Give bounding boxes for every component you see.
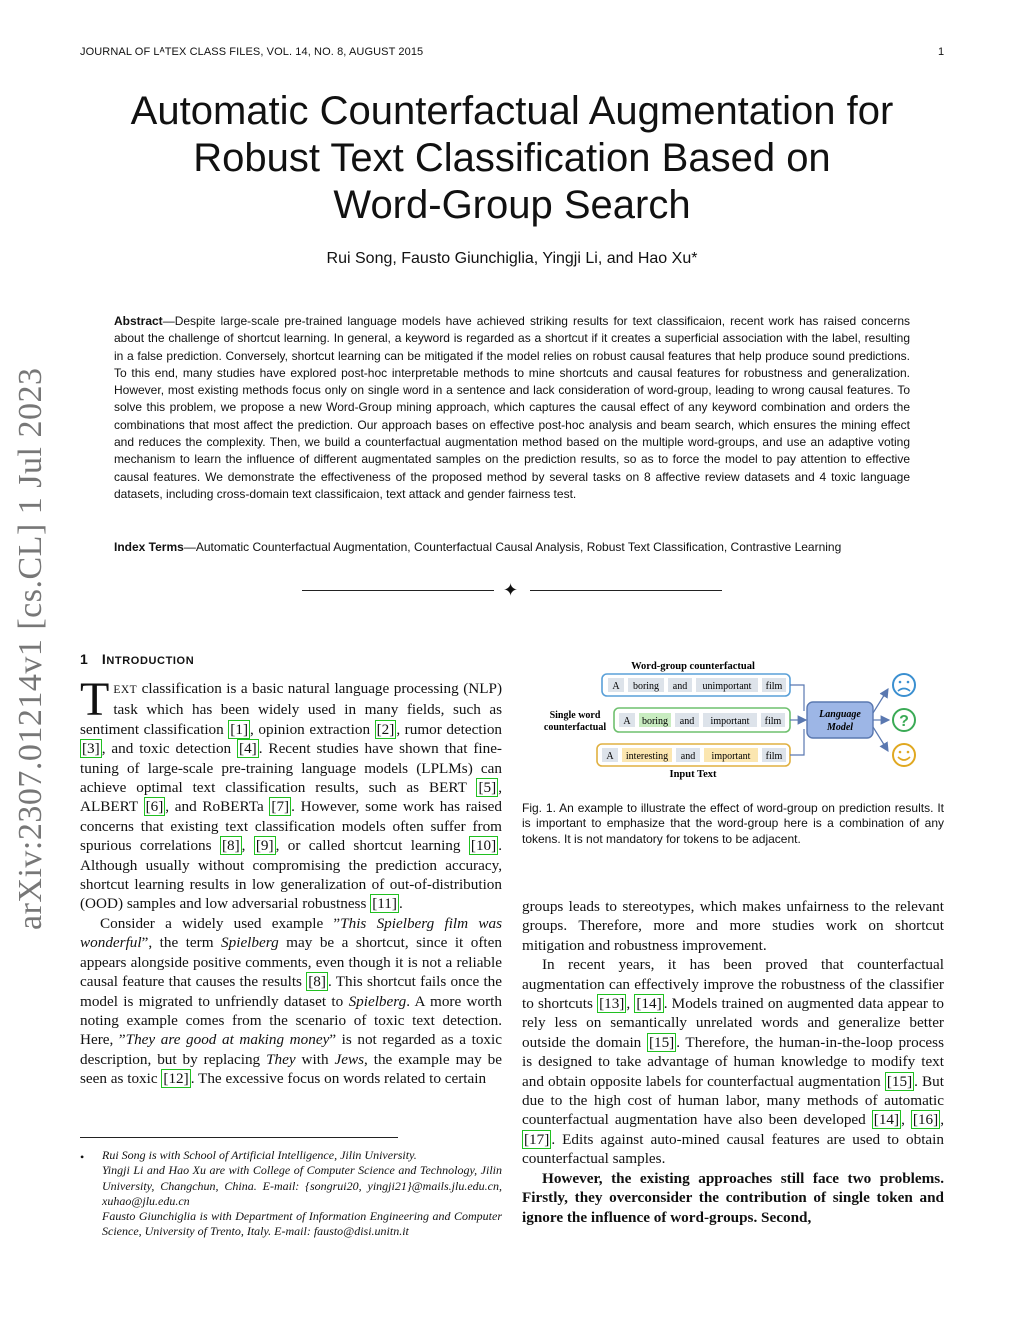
paragraph xyxy=(522,955,944,1168)
token: and xyxy=(680,751,696,762)
token: film xyxy=(765,681,783,692)
text-run: . But due to the high cost of human labor, many methods of automatic counterfactual augmentation have also been developed xyxy=(522,1072,944,1129)
index-terms xyxy=(114,539,910,556)
question-mark-icon xyxy=(893,709,915,731)
citation-link[interactable]: [7] xyxy=(271,798,290,816)
citation-link[interactable]: [16] xyxy=(912,1111,939,1129)
row-single-word xyxy=(614,708,790,732)
paragraph: groups leads to stereotypes, which makes unfairness to the relevant groups. Therefore, more and more studies work on shortcut mitigation and robustness improvement. xyxy=(522,898,944,954)
italic-run: Spielberg xyxy=(348,992,407,1010)
drop-cap: T xyxy=(80,673,110,726)
citation-link[interactable]: [14] xyxy=(636,995,662,1013)
citation-link[interactable]: [1] xyxy=(230,720,249,738)
token: boring xyxy=(641,716,669,727)
caption-label: Fig. 1. xyxy=(522,801,556,815)
token: and xyxy=(679,716,695,727)
bold-run: However, the existing approaches still face two problems. Firstly, they overconsider the contribution of single token and ignore the influence of word-groups. Second, xyxy=(522,1169,944,1226)
citation-link[interactable]: [8] xyxy=(308,973,326,991)
text-run: may be a shortcut, since it often appears alongside positive comments, even though it is not a reliable causal feature that causes the results xyxy=(80,934,502,991)
citation-link[interactable]: [6] xyxy=(145,798,164,816)
abstract xyxy=(114,313,910,503)
text-run: , xyxy=(626,995,635,1013)
abstract-label: Abstract xyxy=(114,314,163,328)
small-caps-text: EXT xyxy=(113,684,138,696)
svg-text:?: ? xyxy=(899,713,909,730)
page-number: 1 xyxy=(938,46,945,58)
connector xyxy=(790,685,804,711)
text-run: , and toxic detection xyxy=(101,740,238,758)
token: boring xyxy=(632,681,660,692)
connector xyxy=(790,729,804,755)
text-run: , opinion extraction xyxy=(250,720,375,738)
text-run: with xyxy=(295,1050,335,1068)
citation-link[interactable]: [12] xyxy=(163,1070,189,1088)
text-run: . xyxy=(398,895,403,913)
token: A xyxy=(606,751,614,762)
text-run: , xyxy=(940,1111,945,1129)
caption-text: An example to illustrate the effect of word-group on prediction results. It is important to emphasize that the word-group here is a combination of any tokens. It is not mandatory for tokens to be adjacent. xyxy=(522,801,944,846)
section-title-initial: I xyxy=(101,651,107,667)
footnote-text xyxy=(102,1148,502,1240)
footnote-line: Rui Song is with School of Artificial Intelligence, Jilin University. xyxy=(102,1148,417,1162)
text-run: In recent years, it has been proved that counterfactual augmentation can effectively improve the robustness of the classifier to shortcuts xyxy=(522,956,944,1013)
word-group-label: Word-group counterfactual xyxy=(631,661,755,672)
index-terms-label: Index Terms xyxy=(114,540,184,554)
text-run: , rumor detection xyxy=(396,720,503,738)
citation-link[interactable]: [4] xyxy=(239,740,257,758)
text-run: , and RoBERTa xyxy=(165,798,270,816)
single-word-label: Single word xyxy=(549,710,601,721)
citation-link[interactable]: [3] xyxy=(82,740,100,758)
text-run: . Therefore, the human-in-the-loop process is designed to take advantage of human knowledge to modify text and obtain opposite labels for counterfactual augmentation xyxy=(522,1033,944,1090)
citation-link[interactable]: [15] xyxy=(648,1033,675,1051)
token: and xyxy=(672,681,688,692)
text-run: classification is a basic natural language processing (NLP) task which has been widely used in many fields, such as sentiment classification xyxy=(80,680,502,738)
separator-diamond-icon: ✦ xyxy=(503,580,519,600)
text-run: . Models trained on augmented data appear to rely less on semantically unrelated words and generalize better outside the domain xyxy=(522,995,945,1051)
index-terms-text: —Automatic Counterfactual Augmentation, Counterfactual Causal Analysis, Robust Text Classification, Contrastive Learning xyxy=(183,540,842,554)
token: film xyxy=(765,751,783,762)
citation-link[interactable]: [9] xyxy=(255,837,274,855)
paragraph xyxy=(522,1169,944,1227)
figure-1 xyxy=(522,655,944,785)
italic-run: They xyxy=(266,1050,296,1068)
text-run: . However, some work has raised concerns that existing text classification models often suffer from spurious correlations xyxy=(80,798,503,855)
text-run: , ALBERT xyxy=(80,779,502,816)
citation-link[interactable]: [2] xyxy=(376,720,395,738)
abstract-text: —Despite large-scale pre-trained language models have achieved striking results for text classificaion, recent work has raised concerns about the challenge of shortcut learning. In general, a keyword is regarded as a shortcut if it creates a superficial association with the label, resulting in a false prediction. Conversely, shortcut learning can be mitigated if the model relies on robust causal features that help produce sound predictions. To this end, many studies have explored post-hoc interpretable methods to mine shortcuts and causal features for robustness and generalization. However, most existing methods focus only on single word in a sentence and lack consideration of word-group, leading to wrong causal features. To solve this problem, we propose a new Word-Group mining approach, which captures the causal effect of any keyword combination and orders the combinations that most affect the prediction. Our approach bases on effective post-hoc analysis and beam search, which ensures the mining effect and reduces the complexity. Then, we build a counterfactual augmentation method based on the multiple word-groups, and use an adaptive voting mechanism to learn the influence of different augmentated samples on the prediction results, so as to force the model to pay attention to effective causal features. We demonstrate the effectiveness of the proposed method by several tasks on 8 affective review datasets and 4 toxic language datasets, including cross-domain text classificaion, text attack and gender fairness test. xyxy=(114,314,910,501)
token: unimportant xyxy=(702,681,752,692)
italic-run: Spielberg xyxy=(221,934,279,952)
figure-diagram xyxy=(522,655,944,785)
text-run: . Although usually without compromising the prediction accuracy, shortcut learning results in low generalization of out-of-distribution (OOD) samples and low adversarial robustness xyxy=(80,837,502,913)
left-column xyxy=(80,673,503,1089)
footnote-rule xyxy=(80,1137,398,1138)
sad-face-icon xyxy=(893,674,915,696)
citation-link[interactable]: [15] xyxy=(886,1072,913,1090)
footnote-line: Yingji Li and Hao Xu are with College of Computer Science and Technology, Jilin University, Changchun, China. E-mail: {songrui20, yingji21}@mails.jlu.edu.cn, xuhao@jlu.edu.cn xyxy=(102,1163,502,1208)
model-label: Language xyxy=(819,709,861,720)
title-line: Word-Group Search xyxy=(333,183,691,227)
text-run: . Recent studies have shown that fine-tuning of large-scale pre-training language models (LPLMs) can achieve optimal text classification results, such as BERT xyxy=(80,740,502,797)
token: important xyxy=(711,751,751,762)
text-run: . A more worth noting example comes from the scenario of toxic text detection. Here, ” xyxy=(80,992,502,1049)
italic-run: They are good at making money xyxy=(125,1031,330,1049)
text-run: . The excessive focus on words related to certain xyxy=(190,1070,487,1088)
text-run: . This shortcut fails once the model is migrated to unfriendly dataset to xyxy=(80,973,503,1010)
token: interesting xyxy=(625,751,669,762)
text-run: , xyxy=(901,1111,911,1129)
author-list: Rui Song, Fausto Giunchiglia, Yingji Li, and Hao Xu* xyxy=(326,250,698,267)
row-word-group xyxy=(602,674,790,696)
title-line: Automatic Counterfactual Augmentation for xyxy=(130,89,894,133)
token: A xyxy=(612,681,620,692)
paragraph xyxy=(80,914,502,1089)
text-run: , xyxy=(241,837,254,855)
token: important xyxy=(710,716,750,727)
text-run: Consider a widely used example ” xyxy=(100,914,341,932)
single-word-label: counterfactual xyxy=(543,722,607,733)
text-run: ”, the term xyxy=(141,934,222,952)
right-column xyxy=(522,897,944,1227)
footnote xyxy=(80,1148,502,1240)
separator-rule-left xyxy=(302,590,494,591)
section-number: 1 xyxy=(80,651,89,667)
output-arrow xyxy=(873,689,888,713)
text-run: , the example may be seen as toxic xyxy=(80,1050,502,1088)
figure-caption xyxy=(522,801,944,847)
text-run: , or called shortcut learning xyxy=(275,837,469,855)
arxiv-stamp: arXiv:2307.01214v1 [cs.CL] 1 Jul 2023 xyxy=(12,367,49,930)
token: film xyxy=(764,716,782,727)
citation-link[interactable]: [14] xyxy=(873,1111,900,1129)
paper-title xyxy=(100,88,924,229)
input-text-label: Input Text xyxy=(669,769,717,780)
italic-run: This Spielberg film was wonderful xyxy=(80,914,502,952)
title-line: Robust Text Classification Based on xyxy=(193,136,831,180)
token: A xyxy=(623,716,631,727)
footnote-bullet: • xyxy=(80,1150,85,1164)
separator-rule-right xyxy=(530,590,722,591)
running-head: JOURNAL OF LᴬTEX CLASS FILES, VOL. 14, NO. 8, AUGUST 2015 xyxy=(80,46,424,58)
citation-link[interactable]: [17] xyxy=(524,1130,550,1148)
citation-link[interactable]: [8] xyxy=(221,837,240,855)
happy-face-icon xyxy=(893,744,915,766)
section-title-rest: NTRODUCTION xyxy=(106,655,195,667)
citation-link[interactable]: [13] xyxy=(599,995,625,1013)
footnote-line: Fausto Giunchiglia is with Department of Information Engineering and Computer Science, University of Trento, Italy. E-mail: fausto@disi.unitn.it xyxy=(102,1209,502,1239)
italic-run: Jews xyxy=(334,1050,364,1068)
row-input-text xyxy=(597,744,790,766)
citation-link[interactable]: [11] xyxy=(372,895,397,913)
citation-link[interactable]: [5] xyxy=(478,779,497,797)
citation-link[interactable]: [10] xyxy=(470,837,497,855)
text-run: ” is not regarded as a toxic description, but by replacing xyxy=(80,1031,502,1068)
paragraph xyxy=(80,673,503,914)
model-label: Model xyxy=(826,722,854,733)
text-run: . Edits against auto-mined causal features are used to obtain counterfactual samples. xyxy=(522,1130,944,1168)
output-arrow xyxy=(873,727,888,751)
section-heading xyxy=(80,651,194,667)
